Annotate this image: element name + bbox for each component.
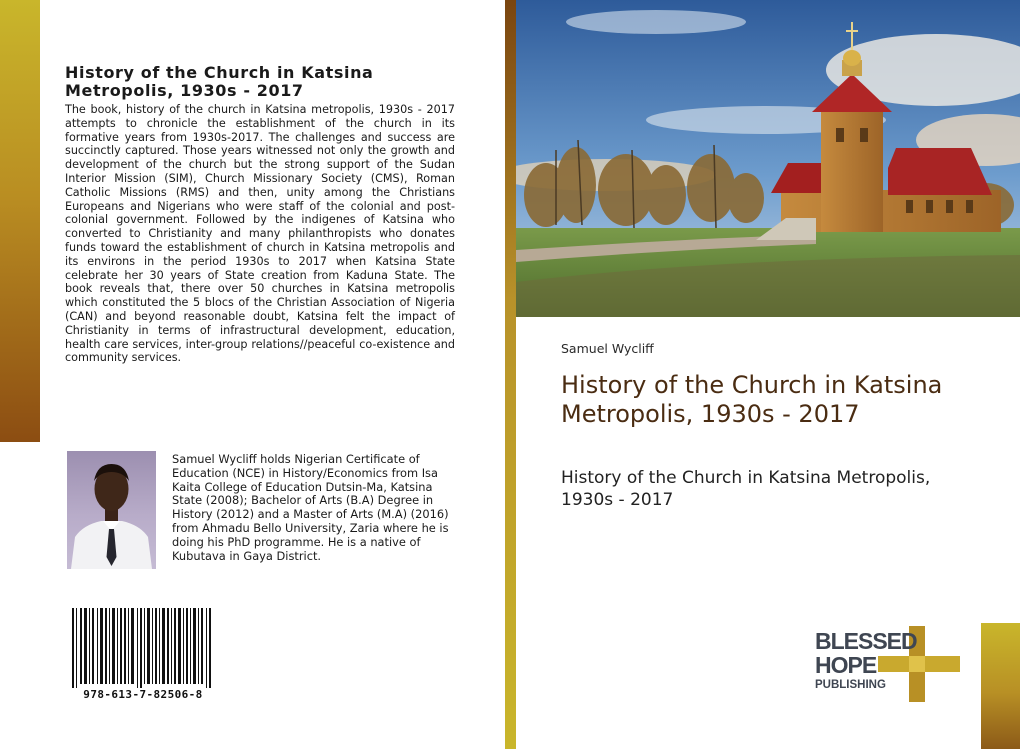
author-bio: Samuel Wycliff holds Nigerian Certificate of Education (NCE) in History/Economics from Isa Kaita College of Education Dutsin-Ma, Katsina State (2008); Bachelor of Arts (B.A) Degree in History (2012) and a Master of Arts (M.A) (2016) from Ahmadu Bello University, Zaria where he is doing his PhD programme. He is a native of Kubutava in Gaya District. xyxy=(172,452,449,563)
front-cover-corner-bar xyxy=(981,623,1020,749)
author-photo xyxy=(67,451,156,569)
back-cover-title: History of the Church in Katsina Metropolis, 1930s - 2017 xyxy=(65,63,374,100)
publisher-line-2: HOPE xyxy=(815,652,877,678)
cover-subtitle: History of the Church in Katsina Metropolis, 1930s - 2017 xyxy=(561,468,931,510)
cover-photo xyxy=(516,0,1020,317)
book-blurb: The book, history of the church in Katsina metropolis, 1930s - 2017 attempts to chronicle the establishment of the church in its formative years from 1930s-2017. The challenges and success are succinctly captured. Those years witnessed not only the growth and development of the church but the strong support of the Sudan Interior Mission (SIM), Church Missionary Society (CMS), Roman Catholic Missions (RMS) and then, unity among the Christians Europeans and Nigerians who were staff of the colonial and post-colonial government. Followed by the indigenes of Katsina who converted to Christianity and many philanthropists who donates funds toward the establishment of church in Katsina metropolis and its environs in the period 1930s to 2017 when Katsina State celebrate her 30 years of State creation from Kaduna State. The book reveals that, there over 50 churches in Katsina metropolis which constituted the 5 blocs of the Christian Association of Nigeria (CAN) and beyond reasonable doubt, Katsina felt the impact of Christianity in terms of infrastructural development, education, health care services, inter-group relations//peaceful co-existence and community services. xyxy=(65,103,455,365)
isbn-barcode xyxy=(70,608,216,688)
book-spine xyxy=(505,0,516,749)
publisher-line-3: PUBLISHING xyxy=(815,679,886,691)
publisher-line-1: BLESSED xyxy=(815,628,917,654)
publisher-logo xyxy=(812,624,962,704)
cover-author-name: Samuel Wycliff xyxy=(561,341,654,356)
cover-title: History of the Church in Katsina Metropolis, 1930s - 2017 xyxy=(561,371,943,428)
back-cover-stripe xyxy=(0,0,40,442)
isbn-number: 978-613-7-82506-8 xyxy=(83,688,203,701)
